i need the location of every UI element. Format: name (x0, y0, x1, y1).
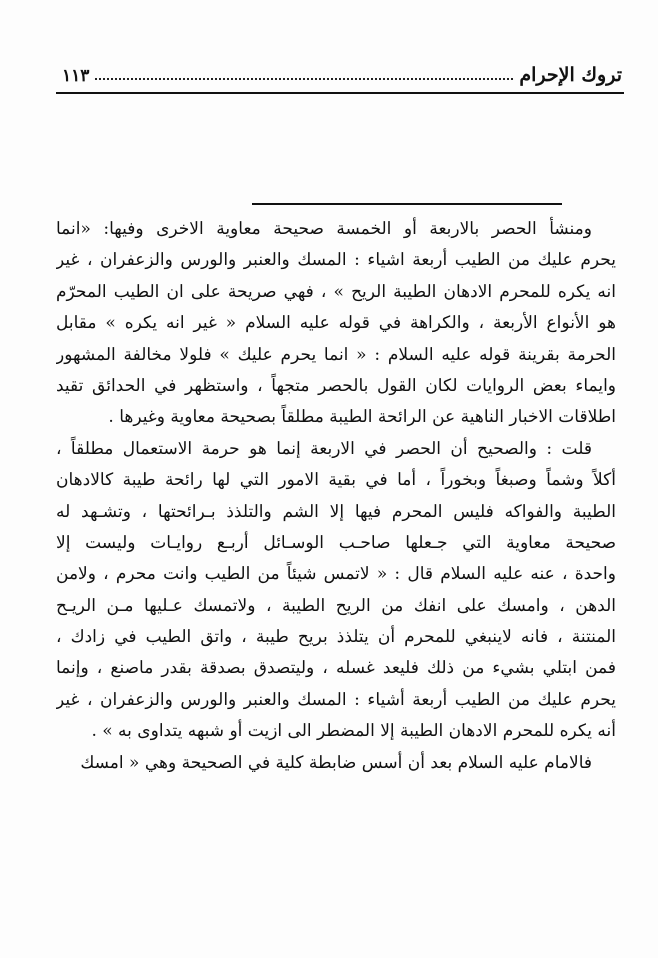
page-number: ١١٣ (62, 66, 90, 86)
text-line: انه يكره للمحرم الادهان الطيبة الريح » ، فهي صريحة على ان الطيب المحرّم (56, 281, 616, 302)
text-line: ومنشأ الحصر بالاربعة أو الخمسة صحيحة معاوية الاخرى وفيها: «انما (56, 219, 592, 239)
text-line: واحدة ، عنه عليه السلام قال : « لاتمس شيئاً من الطيب وانت محرم ، ولامن (56, 564, 616, 585)
text-line: اطلاقات الاخبار الناهية عن الرائحة الطيبة مطلقاً بصحيحة معاوية وغيرها . (108, 407, 616, 428)
running-header (62, 60, 622, 86)
text-line: الطيبة والفواكه فليس المحرم فيها إلا الشم والتلذذ بـرائحتها ، وتشـهد له (56, 501, 616, 522)
dot-leader (95, 77, 513, 80)
text-line: يحرم عليك من الطيب أربعة اشياء : المسك والعنبر والورس والزعفران ، غير (56, 250, 616, 271)
text-line: الدهن ، وامسك على انفك من الريح الطيبة ، ولاتمسك عـليها مـن الريـح (56, 595, 616, 616)
text-line: قلت : والصحيح أن الحصر في الاربعة إنما هو حرمة الاستعمال مطلقاً ، (56, 438, 592, 459)
text-line: صحيحة معاوية التي جـعلها صاحـب الوسـائل أربـع روايـات وليست إلا (56, 532, 616, 553)
text-line: الحرمة بقرينة قوله عليه السلام : « انما يحرم عليك » فلولا مخالفة المشهور (56, 344, 616, 365)
text-line: وايماء بعض الروايات لكان القول بالحصر متجهاً ، واستظهر في الحدائق تقيد (56, 375, 616, 396)
text-line: فالامام عليه السلام بعد أن أسس ضابطة كلية في الصحيحة وهي « امسك (80, 752, 592, 773)
header-rule (56, 92, 624, 94)
chapter-title: تروك الإحرام (519, 64, 622, 86)
section-separator-rule (252, 203, 562, 205)
body-text (56, 214, 616, 779)
text-line: أكلاً وشماً وصبغاً وبخوراً ، أما في بقية الامور التي لها رائحة طيبة كالادهان (56, 470, 616, 491)
text-line: أنه يكره للمحرم الادهان الطيبة إلا المضطر الى ازيت أو شبهه يتداوى به » . (91, 721, 616, 742)
text-line: هو الأنواع الأربعة ، والكراهة في قوله عليه السلام « غير انه يكره » مقابل (56, 313, 616, 334)
text-line: المنتنة ، فانه لاينبغي للمحرم أن يتلذذ بريح طيبة ، واتق الطيب في زادك ، (56, 627, 616, 648)
text-line: يحرم عليك من الطيب أربعة أشياء : المسك والعنبر والورس والزعفران ، غير (56, 689, 616, 710)
text-line: فمن ابتلي بشيء من ذلك فليعد غسله ، وليتصدق بصدقة بقدر ماصنع ، وإنما (56, 658, 616, 679)
